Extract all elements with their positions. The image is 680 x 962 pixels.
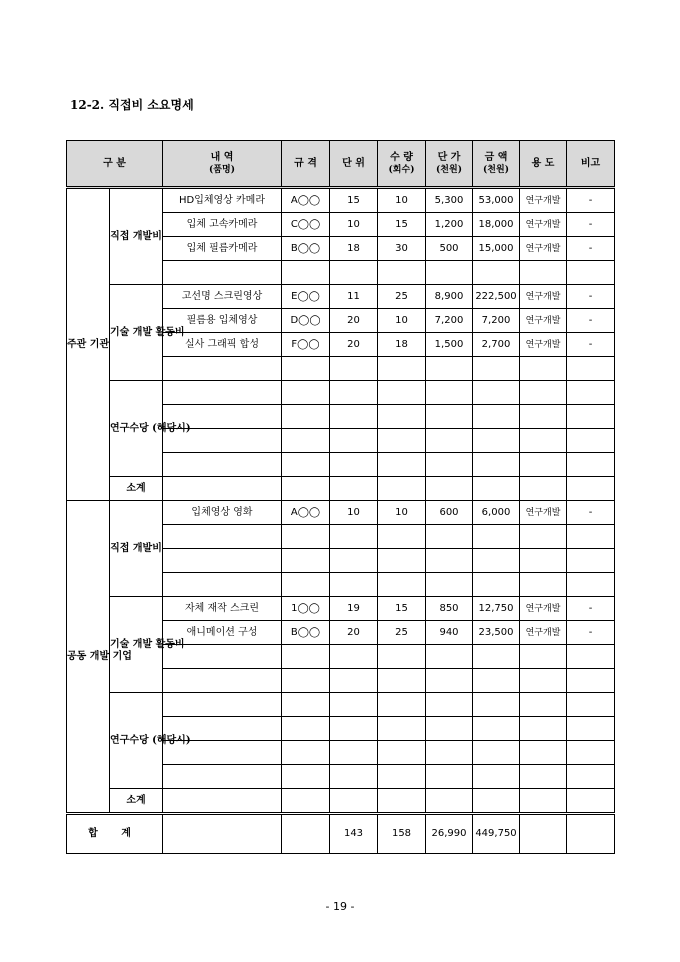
category-subtotal: 소계 [110,789,163,814]
cell-amount: 12,750 [473,597,520,621]
cell-note: - [567,333,615,357]
cell-amount: 7,200 [473,309,520,333]
group-label-joint: 공동 개발 기업 [67,501,110,814]
cell-amount: 15,000 [473,237,520,261]
cell-price: 5,300 [426,188,473,213]
header-bigo: 비고 [567,141,615,188]
cell-use: 연구개발 [520,621,567,645]
cell-item: 고선명 스크린영상 [163,285,282,309]
total-price: 26,990 [426,814,473,854]
cell-qty: 10 [378,309,426,333]
category-tech-dev: 기술 개발 활동비 [110,285,163,381]
cell-price: 8,900 [426,285,473,309]
cell-use: 연구개발 [520,188,567,213]
cell-item: 실사 그래픽 합성 [163,333,282,357]
header-naeyeok: 내 역 (품명) [163,141,282,188]
cell-unit: 19 [330,597,378,621]
cell-unit: 10 [330,501,378,525]
page-number: - 19 - [325,900,355,913]
cell-price: 1,500 [426,333,473,357]
category-direct-dev: 직접 개발비 [110,501,163,597]
table-row [67,381,615,405]
category-subtotal: 소계 [110,477,163,501]
cell-unit: 18 [330,237,378,261]
cell-use: 연구개발 [520,285,567,309]
cell-spec: C◯◯ [282,213,330,237]
cell-use: 연구개발 [520,501,567,525]
cell-spec: B◯◯ [282,237,330,261]
cell-spec: D◯◯ [282,309,330,333]
cell-amount: 18,000 [473,213,520,237]
category-direct-dev: 직접 개발비 [110,188,163,285]
cell-item: 필름용 입체영상 [163,309,282,333]
total-label: 합 계 [67,814,163,854]
cell-spec: A◯◯ [282,188,330,213]
header-gubun: 구 분 [67,141,163,188]
cell-item: 입체영상 영화 [163,501,282,525]
cell-spec: 1◯◯ [282,597,330,621]
group-label-lead: 주관 기관 [67,188,110,501]
header-gyugyeok: 규 격 [282,141,330,188]
cell-qty: 15 [378,597,426,621]
table-row [67,285,615,309]
cell-note: - [567,501,615,525]
cell-unit: 11 [330,285,378,309]
total-row [67,814,615,854]
cell-qty: 10 [378,188,426,213]
cell-price: 7,200 [426,309,473,333]
cell-spec: A◯◯ [282,501,330,525]
cell-item: HD입체영상 카메라 [163,188,282,213]
direct-cost-table [66,140,615,854]
header-danga: 단 가 (천원) [426,141,473,188]
table-row [67,188,615,213]
total-amount: 449,750 [473,814,520,854]
cell-spec: F◯◯ [282,333,330,357]
cell-amount: 53,000 [473,188,520,213]
cell-item: 애니메이션 구성 [163,621,282,645]
cell-use: 연구개발 [520,309,567,333]
cell-unit: 15 [330,188,378,213]
cell-note: - [567,285,615,309]
cell-unit: 10 [330,213,378,237]
cell-amount: 222,500 [473,285,520,309]
cell-unit: 20 [330,621,378,645]
cell-item: 입체 필름카메라 [163,237,282,261]
cell-note: - [567,309,615,333]
subtotal-row [67,477,615,501]
table-row [67,597,615,621]
cell-note: - [567,213,615,237]
cell-qty: 10 [378,501,426,525]
cell-note: - [567,621,615,645]
section-heading: 12-2. 직접비 소요명세 [70,98,194,112]
cell-qty: 25 [378,621,426,645]
total-unit: 143 [330,814,378,854]
category-research-allowance: 연구수당 (해당시) [110,381,163,477]
cell-unit: 20 [330,333,378,357]
header-yongdo: 용 도 [520,141,567,188]
cell-use: 연구개발 [520,333,567,357]
category-tech-dev: 기술 개발 활동비 [110,597,163,693]
cell-use: 연구개발 [520,237,567,261]
subtotal-row [67,789,615,814]
total-qty: 158 [378,814,426,854]
cell-amount: 2,700 [473,333,520,357]
cell-use: 연구개발 [520,213,567,237]
cell-unit: 20 [330,309,378,333]
cell-price: 850 [426,597,473,621]
cell-qty: 30 [378,237,426,261]
cell-amount: 23,500 [473,621,520,645]
header-danwi: 단 위 [330,141,378,188]
header-suryang: 수 량 (회수) [378,141,426,188]
table-row [67,693,615,717]
cell-note: - [567,188,615,213]
cell-spec: E◯◯ [282,285,330,309]
cell-item: 입체 고속카메라 [163,213,282,237]
cell-qty: 18 [378,333,426,357]
cell-use: 연구개발 [520,597,567,621]
cell-price: 940 [426,621,473,645]
cell-price: 1,200 [426,213,473,237]
category-research-allowance: 연구수당 (해당시) [110,693,163,789]
cell-price: 500 [426,237,473,261]
cell-qty: 15 [378,213,426,237]
table-row [67,501,615,525]
cell-item: 자체 재작 스크린 [163,597,282,621]
cell-price: 600 [426,501,473,525]
cell-amount: 6,000 [473,501,520,525]
cell-note: - [567,237,615,261]
cell-qty: 25 [378,285,426,309]
cell-note: - [567,597,615,621]
header-geumaek: 금 액 (천원) [473,141,520,188]
header-row [67,141,615,188]
cell-spec: B◯◯ [282,621,330,645]
